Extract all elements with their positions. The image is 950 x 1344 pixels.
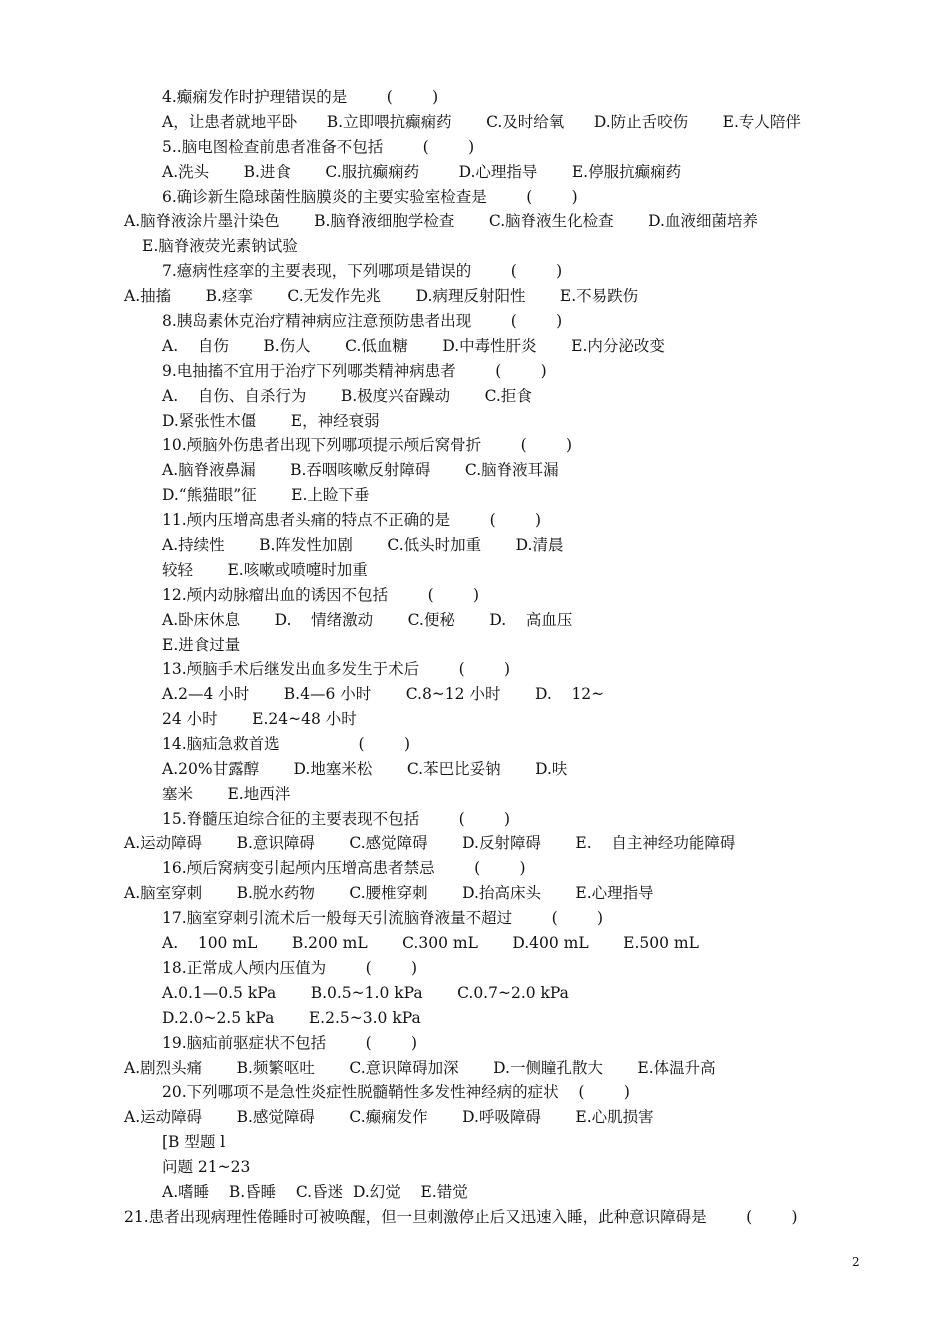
text-line: A.运动障碍 B.感觉障碍 C.癫痫发作 D.呼吸障碍 E.心肌损害: [124, 1108, 654, 1126]
text-line: 17.脑室穿刺引流术后一般每天引流脑脊液量不超过 ( ): [162, 909, 604, 927]
text-line: A.运动障碍 B.意识障碍 C.感觉障碍 D.反射障碍 E. 自主神经功能障碍: [124, 834, 736, 852]
text-line: D.“熊猫眼”征 E.上睑下垂: [162, 486, 370, 504]
text-line: A.洗头 B.进食 C.服抗癫痫药 D.心理指导 E.停服抗癫痫药: [162, 163, 682, 181]
text-line: A.脑脊液涂片墨汁染色 B.脑脊液细胞学检查 C.脑脊液生化检查 D.血液细菌培养: [124, 212, 758, 230]
text-line: 11.颅内压增高患者头痛的特点不正确的是 ( ): [162, 511, 542, 529]
text-line: A.2—4 小时 B.4—6 小时 C.8~12 小时 D. 12~: [162, 685, 605, 703]
text-line: A.嗜睡 B.昏睡 C.昏迷 D.幻觉 E.错觉: [162, 1183, 468, 1201]
text-line: 较轻 E.咳嗽或喷嚏时加重: [162, 561, 368, 579]
text-line: 7.癔病性痉挛的主要表现，下列哪项是错误的 ( ): [162, 262, 563, 280]
text-line: 16.颅后窝病变引起颅内压增高患者禁忌 ( ): [162, 859, 526, 877]
text-line: 6.确诊新生隐球菌性脑膜炎的主要实验室检查是 ( ): [162, 188, 578, 206]
text-line: 24 小时 E.24~48 小时: [162, 710, 357, 728]
text-line: 9.电抽搐不宜用于治疗下列哪类精神病患者 ( ): [162, 362, 547, 380]
text-line: D.2.0~2.5 kPa E.2.5~3.0 kPa: [162, 1009, 421, 1027]
text-line: 10.颅脑外伤患者出现下列哪项提示颅后窝骨折 ( ): [162, 436, 573, 454]
text-line: 塞米 E.地西泮: [162, 785, 291, 803]
text-line: 21.患者出现病理性倦睡时可被唤醒，但一旦刺激停止后又迅速入睡，此种意识障碍是 ( ): [124, 1208, 798, 1226]
text-line: E.进食过量: [162, 636, 241, 654]
text-line: 4.癫痫发作时护理错误的是 ( ): [162, 88, 439, 106]
text-line: A.20%甘露醇 D.地塞米松 C.苯巴比妥钠 D.呋: [162, 760, 568, 778]
text-line: 18.正常成人颅内压值为 ( ): [162, 959, 418, 977]
text-line: 12.颅内动脉瘤出血的诱因不包括 ( ): [162, 586, 480, 604]
text-line: 问题 21~23: [162, 1158, 251, 1176]
text-line: A. 自伤 B.伤人 C.低血糖 D.中毒性肝炎 E.内分泌改变: [162, 337, 665, 355]
text-line: E.脑脊液荧光素钠试验: [142, 237, 298, 255]
text-line: A. 自伤、自杀行为 B.极度兴奋躁动 C.拒食: [162, 387, 532, 405]
text-line: A.抽搐 B.痉挛 C.无发作先兆 D.病理反射阳性 E.不易跌伤: [124, 287, 639, 305]
text-line: D.紧张性木僵 E，神经衰弱: [162, 412, 380, 430]
text-line: [B 型题 l: [162, 1133, 226, 1151]
text-line: A，让患者就地平卧 B.立即喂抗癫痫药 C.及时给氧 D.防止舌咬伤 E.专人陪伴: [162, 113, 801, 131]
text-line: A.0.1—0.5 kPa B.0.5~1.0 kPa C.0.7~2.0 kPa: [162, 984, 569, 1002]
text-line: 5..脑电图检查前患者准备不包括 ( ): [162, 138, 475, 156]
text-line: A. 100 mL B.200 mL C.300 mL D.400 mL E.500 mL: [162, 934, 699, 952]
text-line: A.卧床休息 D. 情绪激动 C.便秘 D. 高血压: [162, 611, 573, 629]
text-line: A.剧烈头痛 B.频繁呕吐 C.意识障碍加深 D.一侧瞳孔散大 E.体温升高: [124, 1059, 716, 1077]
page-number: 2: [852, 1255, 860, 1269]
text-line: 14.脑疝急救首选 ( ): [162, 735, 410, 753]
text-line: 13.颅脑手术后继发出血多发生于术后 ( ): [162, 660, 511, 678]
text-line: 15.脊髓压迫综合征的主要表现不包括 ( ): [162, 810, 511, 828]
text-line: A.脑脊液鼻漏 B.吞咽咳嗽反射障碍 C.脑脊液耳漏: [162, 461, 559, 479]
text-line: 8.胰岛素休克治疗精神病应注意预防患者出现 ( ): [162, 312, 563, 330]
text-line: 19.脑疝前驱症状不包括 ( ): [162, 1034, 418, 1052]
text-line: 20.下列哪项不是急性炎症性脱髓鞘性多发性神经病的症状 ( ): [162, 1083, 630, 1101]
text-line: A.脑室穿刺 B.脱水药物 C.腰椎穿刺 D.抬高床头 E.心理指导: [124, 884, 654, 902]
text-line: A.持续性 B.阵发性加剧 C.低头时加重 D.清晨: [162, 536, 564, 554]
